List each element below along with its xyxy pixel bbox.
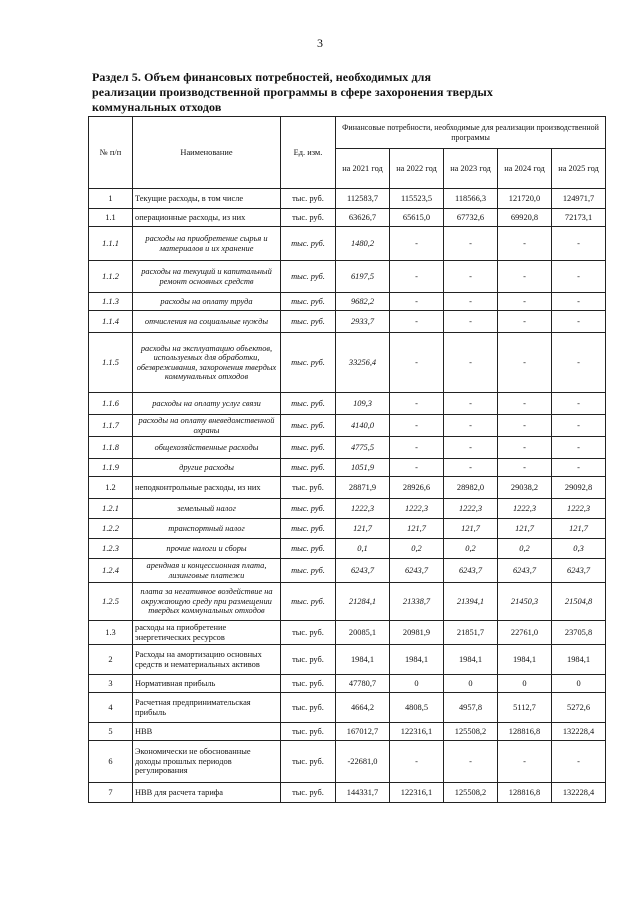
- row-value-2024: -: [498, 459, 552, 477]
- header-unit: Ед. изм.: [281, 117, 336, 189]
- row-number: 1.2.2: [89, 519, 133, 539]
- row-number: 1.2.1: [89, 499, 133, 519]
- row-name: Расчетная предпринимательская прибыль: [133, 693, 281, 723]
- row-name: земельный налог: [133, 499, 281, 519]
- row-name: арендная и концессионная плата, лизинговые платежи: [133, 559, 281, 583]
- row-value-2024: -: [498, 333, 552, 393]
- row-name: другие расходы: [133, 459, 281, 477]
- row-value-2023: 1984,1: [444, 645, 498, 675]
- row-value-2025: 21504,8: [552, 583, 606, 621]
- row-value-2023: 4957,8: [444, 693, 498, 723]
- row-value-2022: -: [390, 293, 444, 311]
- row-value-2022: 121,7: [390, 519, 444, 539]
- row-name: расходы на оплату труда: [133, 293, 281, 311]
- row-value-2025: 5272,6: [552, 693, 606, 723]
- row-value-2025: 23705,8: [552, 621, 606, 645]
- row-unit: тыс. руб.: [281, 311, 336, 333]
- row-value-2024: -: [498, 393, 552, 415]
- table-row: [89, 209, 606, 227]
- row-name: расходы на оплату вневедомственной охраны: [133, 415, 281, 437]
- row-value-2021: 1051,9: [336, 459, 390, 477]
- row-value-2025: -: [552, 415, 606, 437]
- row-value-2022: 6243,7: [390, 559, 444, 583]
- row-value-2023: 21394,1: [444, 583, 498, 621]
- row-value-2024: 5112,7: [498, 693, 552, 723]
- header-name: Наименование: [133, 117, 281, 189]
- row-number: 1.1.8: [89, 437, 133, 459]
- row-value-2022: -: [390, 393, 444, 415]
- row-name: расходы на оплату услуг связи: [133, 393, 281, 415]
- title-line: коммунальных отходов: [92, 100, 222, 114]
- row-value-2023: -: [444, 415, 498, 437]
- row-name: неподконтрольные расходы, из них: [133, 477, 281, 499]
- row-value-2022: 1222,3: [390, 499, 444, 519]
- row-name: отчисления на социальные нужды: [133, 311, 281, 333]
- row-value-2024: -: [498, 415, 552, 437]
- row-value-2023: -: [444, 293, 498, 311]
- row-value-2022: 28926,6: [390, 477, 444, 499]
- row-value-2023: -: [444, 741, 498, 783]
- row-value-2022: 1984,1: [390, 645, 444, 675]
- row-value-2024: 1984,1: [498, 645, 552, 675]
- row-value-2022: -: [390, 261, 444, 293]
- row-name: расходы на текущий и капитальный ремонт основных средств: [133, 261, 281, 293]
- table-row: [89, 675, 606, 693]
- row-value-2025: 1984,1: [552, 645, 606, 675]
- row-value-2021: 6197,5: [336, 261, 390, 293]
- row-value-2023: 0: [444, 675, 498, 693]
- row-value-2023: 28982,0: [444, 477, 498, 499]
- row-name: плата за негативное воздействие на окружающую среду при размещении твердых коммунальных отходов: [133, 583, 281, 621]
- row-value-2021: -22681,0: [336, 741, 390, 783]
- row-value-2024: 22761,0: [498, 621, 552, 645]
- row-number: 1.1.1: [89, 227, 133, 261]
- row-value-2021: 144331,7: [336, 783, 390, 803]
- table-row: [89, 293, 606, 311]
- row-name: транспортный налог: [133, 519, 281, 539]
- row-unit: тыс. руб.: [281, 519, 336, 539]
- row-value-2021: 28871,9: [336, 477, 390, 499]
- row-value-2025: 0: [552, 675, 606, 693]
- row-value-2025: -: [552, 261, 606, 293]
- row-value-2022: -: [390, 415, 444, 437]
- row-value-2023: -: [444, 261, 498, 293]
- row-number: 1.3: [89, 621, 133, 645]
- row-value-2022: -: [390, 311, 444, 333]
- table-row: [89, 415, 606, 437]
- row-value-2024: 121,7: [498, 519, 552, 539]
- row-value-2021: 9682,2: [336, 293, 390, 311]
- row-value-2021: 4664,2: [336, 693, 390, 723]
- row-value-2022: 122316,1: [390, 723, 444, 741]
- row-value-2021: 4140,0: [336, 415, 390, 437]
- row-value-2024: 0: [498, 675, 552, 693]
- row-value-2022: -: [390, 459, 444, 477]
- table-row: [89, 189, 606, 209]
- row-value-2023: -: [444, 437, 498, 459]
- row-number: 1.2.5: [89, 583, 133, 621]
- row-value-2023: -: [444, 333, 498, 393]
- row-value-2025: -: [552, 293, 606, 311]
- title-line: Раздел 5. Объем финансовых потребностей, необходимых для: [92, 70, 432, 84]
- row-value-2025: 132228,4: [552, 723, 606, 741]
- row-value-2022: -: [390, 741, 444, 783]
- row-value-2021: 1984,1: [336, 645, 390, 675]
- table-row: [89, 693, 606, 723]
- section-title: [92, 70, 592, 115]
- row-unit: тыс. руб.: [281, 783, 336, 803]
- row-value-2024: -: [498, 437, 552, 459]
- row-unit: тыс. руб.: [281, 559, 336, 583]
- table-row: [89, 393, 606, 415]
- row-value-2023: 125508,2: [444, 723, 498, 741]
- row-value-2024: 21450,3: [498, 583, 552, 621]
- row-value-2024: -: [498, 227, 552, 261]
- row-value-2022: 4808,5: [390, 693, 444, 723]
- row-value-2025: -: [552, 437, 606, 459]
- row-value-2023: -: [444, 311, 498, 333]
- row-number: 1.1.6: [89, 393, 133, 415]
- row-name: Нормативная прибыль: [133, 675, 281, 693]
- row-value-2024: 1222,3: [498, 499, 552, 519]
- row-unit: тыс. руб.: [281, 539, 336, 559]
- row-unit: тыс. руб.: [281, 261, 336, 293]
- row-value-2023: -: [444, 393, 498, 415]
- table-row: [89, 783, 606, 803]
- row-name: НВВ для расчета тарифа: [133, 783, 281, 803]
- row-value-2021: 112583,7: [336, 189, 390, 209]
- row-unit: тыс. руб.: [281, 209, 336, 227]
- table-row: [89, 477, 606, 499]
- row-value-2023: -: [444, 227, 498, 261]
- row-value-2024: -: [498, 293, 552, 311]
- row-name: прочие налоги и сборы: [133, 539, 281, 559]
- row-unit: тыс. руб.: [281, 415, 336, 437]
- row-value-2025: -: [552, 333, 606, 393]
- header-year-2021: на 2021 год: [336, 149, 390, 189]
- row-value-2025: 124971,7: [552, 189, 606, 209]
- row-value-2025: -: [552, 311, 606, 333]
- row-value-2021: 121,7: [336, 519, 390, 539]
- header-year-2023: на 2023 год: [444, 149, 498, 189]
- table-row: [89, 519, 606, 539]
- row-unit: тыс. руб.: [281, 477, 336, 499]
- row-number: 1.1.2: [89, 261, 133, 293]
- row-name: Текущие расходы, в том числе: [133, 189, 281, 209]
- header-year-2025: на 2025 год: [552, 149, 606, 189]
- row-unit: тыс. руб.: [281, 693, 336, 723]
- row-value-2023: 6243,7: [444, 559, 498, 583]
- row-value-2025: 132228,4: [552, 783, 606, 803]
- row-value-2021: 63626,7: [336, 209, 390, 227]
- row-value-2022: 0: [390, 675, 444, 693]
- row-number: 5: [89, 723, 133, 741]
- row-value-2021: 167012,7: [336, 723, 390, 741]
- row-value-2022: -: [390, 437, 444, 459]
- row-value-2025: 121,7: [552, 519, 606, 539]
- table-row: [89, 333, 606, 393]
- title-line: реализации производственной программы в сфере захоронения твердых: [92, 85, 493, 99]
- row-value-2022: 115523,5: [390, 189, 444, 209]
- row-number: 4: [89, 693, 133, 723]
- table-row: [89, 539, 606, 559]
- row-value-2025: 72173,1: [552, 209, 606, 227]
- row-value-2023: 21851,7: [444, 621, 498, 645]
- row-number: 1: [89, 189, 133, 209]
- row-value-2024: 128816,8: [498, 783, 552, 803]
- row-unit: тыс. руб.: [281, 583, 336, 621]
- row-value-2023: 67732,6: [444, 209, 498, 227]
- row-value-2021: 21284,1: [336, 583, 390, 621]
- row-name: расходы на приобретение энергетических ресурсов: [133, 621, 281, 645]
- row-number: 1.1.5: [89, 333, 133, 393]
- table-row: [89, 723, 606, 741]
- row-unit: тыс. руб.: [281, 741, 336, 783]
- table-row: [89, 645, 606, 675]
- row-number: 2: [89, 645, 133, 675]
- row-value-2025: 6243,7: [552, 559, 606, 583]
- row-value-2022: 21338,7: [390, 583, 444, 621]
- row-name: операционные расходы, из них: [133, 209, 281, 227]
- row-value-2022: -: [390, 227, 444, 261]
- table-row: [89, 227, 606, 261]
- row-value-2021: 6243,7: [336, 559, 390, 583]
- row-number: 6: [89, 741, 133, 783]
- row-unit: тыс. руб.: [281, 227, 336, 261]
- row-name: Расходы на амортизацию основных средств и нематериальных активов: [133, 645, 281, 675]
- row-value-2021: 2933,7: [336, 311, 390, 333]
- row-value-2024: -: [498, 741, 552, 783]
- row-value-2025: -: [552, 741, 606, 783]
- row-number: 1.2.3: [89, 539, 133, 559]
- row-value-2024: 6243,7: [498, 559, 552, 583]
- table-row: [89, 437, 606, 459]
- row-value-2023: 0,2: [444, 539, 498, 559]
- header-year-2022: на 2022 год: [390, 149, 444, 189]
- row-unit: тыс. руб.: [281, 723, 336, 741]
- row-value-2023: 118566,3: [444, 189, 498, 209]
- row-value-2025: -: [552, 393, 606, 415]
- row-number: 3: [89, 675, 133, 693]
- row-value-2021: 1222,3: [336, 499, 390, 519]
- row-value-2024: 69920,8: [498, 209, 552, 227]
- row-number: 1.2: [89, 477, 133, 499]
- header-num: № п/п: [89, 117, 133, 189]
- row-name: расходы на приобретение сырья и материалов и их хранение: [133, 227, 281, 261]
- row-value-2022: 20981,9: [390, 621, 444, 645]
- row-number: 1.1: [89, 209, 133, 227]
- row-unit: тыс. руб.: [281, 189, 336, 209]
- row-value-2022: 122316,1: [390, 783, 444, 803]
- row-unit: тыс. руб.: [281, 621, 336, 645]
- header-financial-needs: Финансовые потребности, необходимые для реализации производственной программы: [336, 117, 606, 149]
- row-number: 1.1.4: [89, 311, 133, 333]
- row-value-2023: 121,7: [444, 519, 498, 539]
- row-value-2021: 0,1: [336, 539, 390, 559]
- row-name: НВВ: [133, 723, 281, 741]
- row-value-2024: 29038,2: [498, 477, 552, 499]
- row-value-2024: 121720,0: [498, 189, 552, 209]
- row-value-2024: 128816,8: [498, 723, 552, 741]
- row-unit: тыс. руб.: [281, 499, 336, 519]
- row-value-2024: -: [498, 261, 552, 293]
- row-value-2021: 47780,7: [336, 675, 390, 693]
- row-value-2023: 125508,2: [444, 783, 498, 803]
- table-row: [89, 459, 606, 477]
- row-value-2025: -: [552, 459, 606, 477]
- header-year-2024: на 2024 год: [498, 149, 552, 189]
- row-name: расходы на эксплуатацию объектов, используемых для обработки, обезвреживания, захоронения твердых коммунальных отходов: [133, 333, 281, 393]
- row-value-2024: -: [498, 311, 552, 333]
- row-unit: тыс. руб.: [281, 393, 336, 415]
- table-row: [89, 559, 606, 583]
- row-unit: тыс. руб.: [281, 675, 336, 693]
- page-number: 3: [317, 36, 323, 50]
- row-number: 7: [89, 783, 133, 803]
- table-row: [89, 499, 606, 519]
- row-value-2025: 1222,3: [552, 499, 606, 519]
- row-name: общехозяйственные расходы: [133, 437, 281, 459]
- row-value-2021: 1480,2: [336, 227, 390, 261]
- table-row: [89, 311, 606, 333]
- row-value-2023: -: [444, 459, 498, 477]
- row-number: 1.1.9: [89, 459, 133, 477]
- table-row: [89, 583, 606, 621]
- row-number: 1.1.3: [89, 293, 133, 311]
- row-value-2021: 4775,5: [336, 437, 390, 459]
- row-value-2021: 109,3: [336, 393, 390, 415]
- row-unit: тыс. руб.: [281, 459, 336, 477]
- row-value-2021: 20085,1: [336, 621, 390, 645]
- row-number: 1.2.4: [89, 559, 133, 583]
- financial-needs-table: [88, 116, 606, 803]
- row-unit: тыс. руб.: [281, 645, 336, 675]
- row-value-2025: 0,3: [552, 539, 606, 559]
- table-row: [89, 741, 606, 783]
- row-number: 1.1.7: [89, 415, 133, 437]
- row-value-2022: 0,2: [390, 539, 444, 559]
- table-row: [89, 261, 606, 293]
- row-value-2023: 1222,3: [444, 499, 498, 519]
- row-value-2025: 29092,8: [552, 477, 606, 499]
- row-value-2024: 0,2: [498, 539, 552, 559]
- row-value-2022: -: [390, 333, 444, 393]
- table-body: [89, 189, 606, 803]
- row-value-2025: -: [552, 227, 606, 261]
- row-value-2021: 33256,4: [336, 333, 390, 393]
- row-unit: тыс. руб.: [281, 293, 336, 311]
- row-name: Экономически не обоснованные доходы прошлых периодов регулирования: [133, 741, 281, 783]
- row-unit: тыс. руб.: [281, 437, 336, 459]
- row-value-2022: 65615,0: [390, 209, 444, 227]
- row-unit: тыс. руб.: [281, 333, 336, 393]
- table-row: [89, 621, 606, 645]
